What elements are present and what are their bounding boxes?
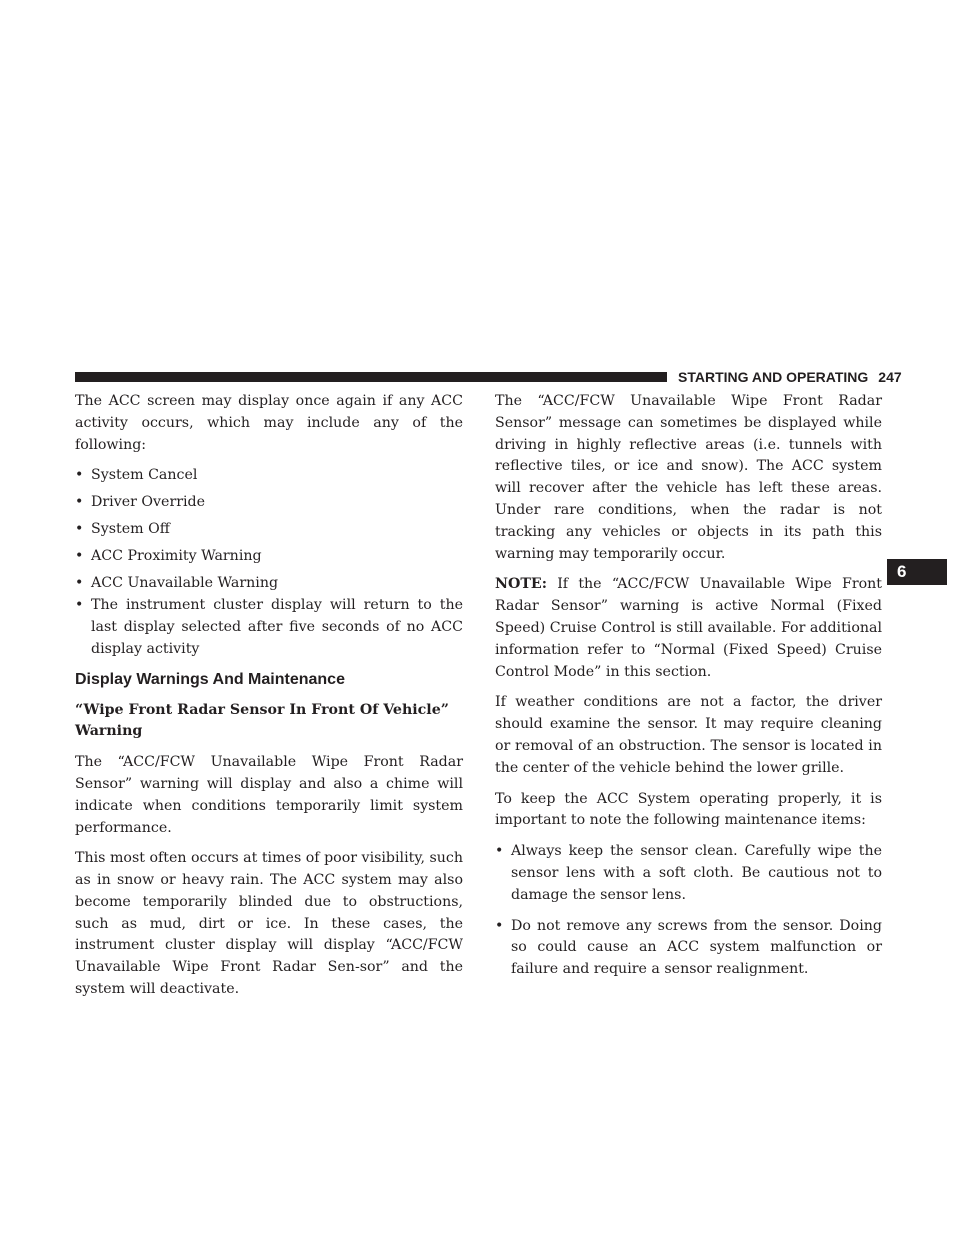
- list-item: • ACC Unavailable Warning: [75, 573, 463, 595]
- right-column: [495, 391, 882, 990]
- bullet-icon: •: [75, 575, 84, 592]
- note-paragraph: [495, 574, 882, 683]
- bullet-icon: •: [75, 597, 84, 614]
- paragraph: To keep the ACC System operating properly, it is important to note the following maintenance items:: [495, 790, 882, 829]
- intro-paragraph: The ACC screen may display once again if any ACC activity occurs, which may include any of the following:: [75, 393, 463, 453]
- page-number: 247: [878, 369, 902, 385]
- list-item: • System Cancel: [75, 465, 463, 487]
- paragraph: If weather conditions are not a factor, the driver should examine the sensor. It may require cleaning or removal of an obstruction. The sensor is located in the center of the vehicle behind the lower grille.: [495, 694, 882, 776]
- list-item: • System Off: [75, 519, 463, 541]
- list-item: • Driver Override: [75, 492, 463, 514]
- paragraph: The “ACC/FCW Unavailable Wipe Front Radar Sensor” warning will display and also a chime will indicate when conditions temporarily limit system performance.: [75, 754, 463, 836]
- bullet-icon: •: [495, 917, 504, 934]
- paragraph: The “ACC/FCW Unavailable Wipe Front Radar Sensor” message can sometimes be displayed while driving in highly reflective areas (i.e. tunnels with reflective tiles, or ice and snow). The ACC system will recover after the vehicle has left these areas. Under rare conditions, when the radar is not tracking any vehicles or objects in its path this warning may temporarily occur.: [495, 393, 882, 562]
- section-heading: Display Warnings And Maintenance: [75, 670, 345, 688]
- note-text: If the “ACC/FCW Unavailable Wipe Front Radar Sensor” warning is active Normal (Fixed Speed) Cruise Control is still available. For additional information refer to “Normal (Fixed Speed) Cruise Control Mode” in this section.: [495, 576, 882, 680]
- running-header: [678, 368, 902, 386]
- bullet-icon: •: [495, 843, 504, 860]
- paragraph: This most often occurs at times of poor visibility, such as in snow or heavy rain. The ACC system may also become temporarily blinded due to obstructions, such as mud, dirt or ice. In these cases, the instrument cluster display will display “ACC/FCW Unavailable Wipe Front Radar Sen-sor” and the system will deactivate.: [75, 850, 463, 998]
- list-item: • ACC Proximity Warning: [75, 546, 463, 568]
- maintenance-list: [495, 841, 882, 981]
- list-item: • Always keep the sensor clean. Carefully wipe the sensor lens with a soft cloth. Be cautious not to damage the sensor lens.: [495, 843, 882, 903]
- acc-activity-list: [75, 465, 463, 660]
- sub-heading: “Wipe Front Radar Sensor In Front Of Vehicle” Warning: [75, 701, 449, 740]
- list-item: • Do not remove any screws from the sensor. Doing so could cause an ACC system malfunction or failure and require a sensor realignment.: [495, 917, 882, 978]
- section-title: STARTING AND OPERATING: [678, 369, 869, 385]
- note-label: NOTE:: [495, 576, 547, 593]
- bullet-icon: •: [75, 521, 84, 538]
- header-rule: [75, 372, 667, 382]
- bullet-icon: •: [75, 467, 84, 484]
- chapter-tab: 6: [887, 559, 947, 585]
- left-column: [75, 391, 463, 1010]
- bullet-icon: •: [75, 548, 84, 565]
- bullet-icon: •: [75, 494, 84, 511]
- list-item: • The instrument cluster display will return to the last display selected after five seconds of no ACC display activity: [75, 597, 463, 657]
